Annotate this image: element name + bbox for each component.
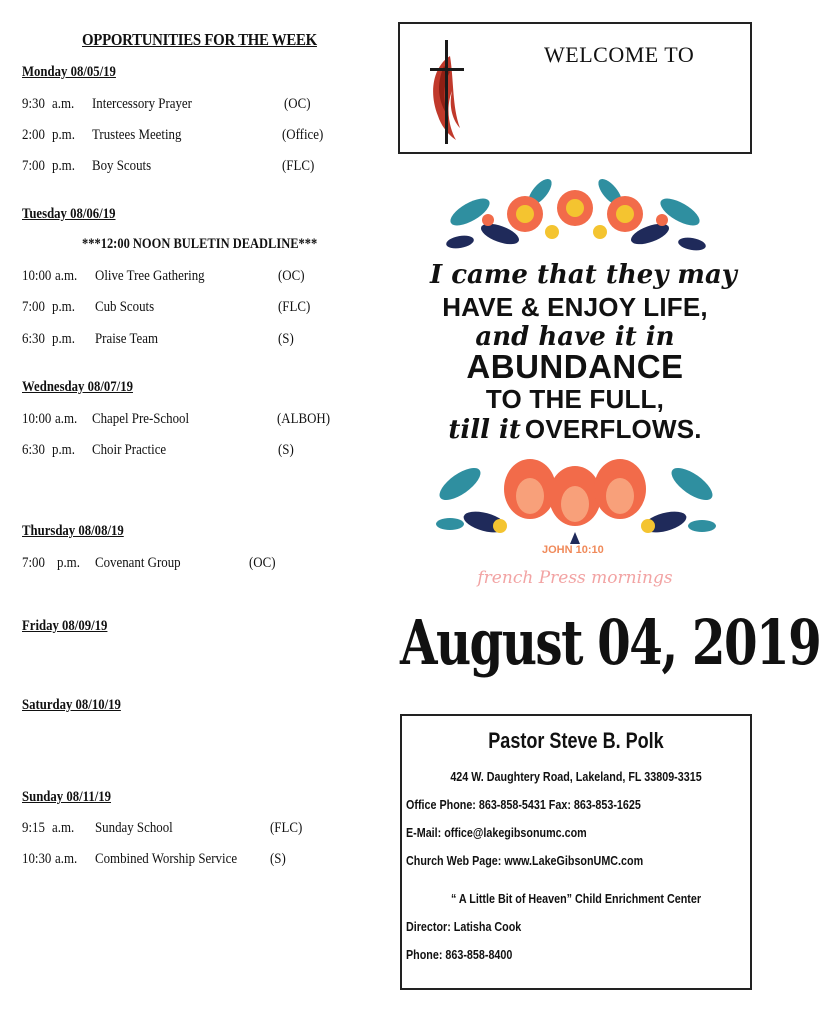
day-heading-sunday: Sunday 08/11/19	[22, 789, 112, 805]
welcome-text: WELCOME TO	[544, 42, 695, 67]
verse-artwork	[430, 172, 737, 602]
schedule-title: OPPORTUNITIES FOR THE WEEK	[82, 30, 317, 49]
day-heading-monday: Monday 08/05/19	[22, 64, 116, 80]
event-time: 9:15	[22, 820, 45, 836]
event-time: 10:30	[22, 851, 52, 867]
event-name: Choir Practice	[92, 442, 167, 458]
event-location: (FLC)	[278, 299, 311, 315]
cross-and-flame-icon	[420, 36, 470, 146]
event-time: 10:00	[22, 411, 52, 427]
event-ampm: p.m.	[52, 442, 75, 458]
event-location: (S)	[278, 442, 294, 458]
event-name: Boy Scouts	[92, 158, 152, 174]
event-ampm: p.m.	[52, 331, 75, 347]
event-name: Sunday School	[95, 820, 173, 836]
event-name: Chapel Pre-School	[92, 411, 190, 427]
floral-wreath-bottom-icon	[430, 444, 720, 554]
day-heading-friday: Friday 08/09/19	[22, 618, 108, 634]
event-location: (Office)	[282, 127, 324, 143]
office-phone-fax: Office Phone: 863-858-5431 Fax: 863-853-1625	[406, 798, 641, 812]
event-time: 2:00	[22, 127, 45, 143]
email-line: E-Mail: office@lakegibsonumc.com	[406, 826, 587, 840]
event-name: Intercessory Prayer	[92, 96, 192, 112]
event-location: (OC)	[278, 268, 305, 284]
verse-line-2: HAVE & ENJOY LIFE,	[442, 292, 708, 322]
director-line: Director: Latisha Cook	[406, 920, 522, 934]
deadline-notice: ***12:00 NOON BULETIN DEADLINE***	[82, 236, 318, 252]
center-phone: Phone: 863-858-8400	[406, 948, 513, 962]
event-name: Covenant Group	[95, 555, 181, 571]
day-heading-tuesday: Tuesday 08/06/19	[22, 206, 116, 222]
event-name: Cub Scouts	[95, 299, 155, 315]
day-heading-wednesday: Wednesday 08/07/19	[22, 379, 133, 395]
event-ampm: a.m.	[52, 96, 75, 112]
verse-reference: JOHN 10:10	[542, 544, 604, 556]
event-time: 7:00	[22, 555, 45, 571]
verse-line-3: and have it in	[475, 322, 675, 352]
verse-line-6-script: till it	[448, 415, 521, 445]
day-heading-thursday: Thursday 08/08/19	[22, 523, 124, 539]
event-ampm: p.m.	[52, 127, 75, 143]
verse-line-1: I came that they may	[430, 260, 737, 290]
event-ampm: p.m.	[52, 158, 75, 174]
verse-line-6-bold: OVERFLOWS.	[524, 414, 702, 444]
event-ampm: a.m.	[55, 268, 78, 284]
event-location: (S)	[270, 851, 286, 867]
event-time: 7:00	[22, 299, 45, 315]
enrichment-center: “ A Little Bit of Heaven” Child Enrichment Center	[450, 892, 702, 906]
verse-line-5: TO THE FULL,	[485, 384, 665, 414]
event-time: 7:00	[22, 158, 45, 174]
event-time: 6:30	[22, 442, 45, 458]
event-location: (FLC)	[282, 158, 315, 174]
event-time: 9:30	[22, 96, 45, 112]
verse-line-4: ABUNDANCE	[466, 348, 684, 385]
artwork-credit: french Press mornings	[477, 568, 673, 588]
event-location: (OC)	[249, 555, 276, 571]
event-name: Olive Tree Gathering	[95, 268, 205, 284]
event-location: (S)	[278, 331, 294, 347]
welcome-box	[398, 22, 752, 154]
church-address: 424 W. Daughtery Road, Lakeland, FL 33809-3315	[450, 770, 702, 784]
event-time: 6:30	[22, 331, 45, 347]
event-name: Praise Team	[95, 331, 158, 347]
event-ampm: a.m.	[52, 820, 75, 836]
event-time: 10:00	[22, 268, 52, 284]
event-name: Trustees Meeting	[92, 127, 182, 143]
event-location: (ALBOH)	[277, 411, 331, 427]
event-location: (OC)	[284, 96, 311, 112]
event-ampm: p.m.	[52, 299, 75, 315]
day-heading-saturday: Saturday 08/10/19	[22, 697, 121, 713]
web-page-line: Church Web Page: www.LakeGibsonUMC.com	[406, 854, 644, 868]
event-name: Combined Worship Service	[95, 851, 238, 867]
event-location: (FLC)	[270, 820, 303, 836]
verse-line-6	[430, 414, 720, 445]
contact-box	[400, 714, 752, 990]
bulletin-date: August 04, 2019	[400, 606, 820, 679]
event-ampm: a.m.	[55, 851, 78, 867]
pastor-name: Pastor Steve B. Polk	[488, 728, 664, 753]
floral-wreath-top-icon	[430, 172, 720, 262]
event-ampm: a.m.	[55, 411, 78, 427]
event-ampm: p.m.	[57, 555, 80, 571]
